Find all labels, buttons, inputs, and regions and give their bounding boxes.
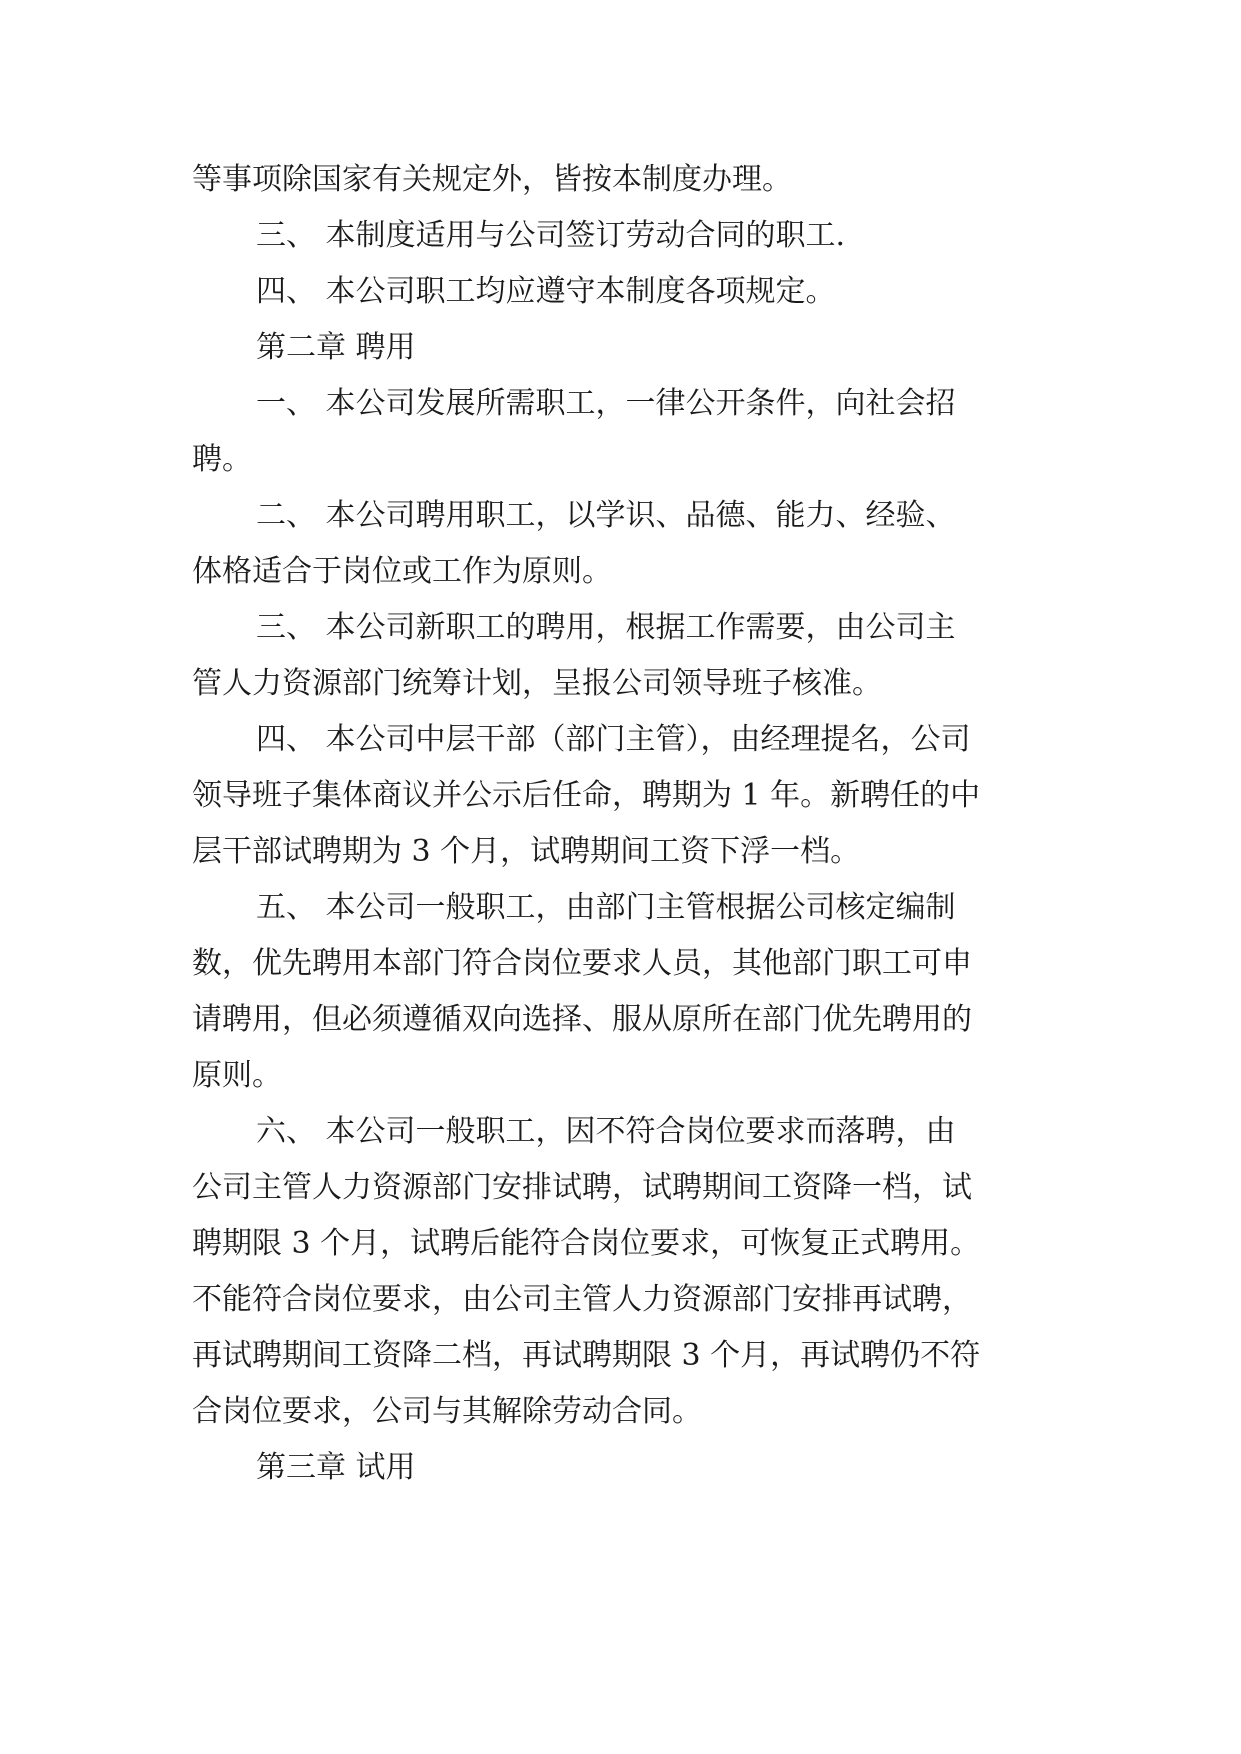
chapter-title: 第二章 聘用 bbox=[256, 330, 416, 365]
text-line: 六、 本公司一般职工，因不符合岗位要求而落聘，由 bbox=[256, 1114, 956, 1149]
text-line: 合岗位要求，公司与其解除劳动合同。 bbox=[192, 1394, 702, 1429]
text-line: 聘期限 3 个月，试聘后能符合岗位要求，可恢复正式聘用。 bbox=[192, 1226, 981, 1261]
text-line: 公司主管人力资源部门安排试聘，试聘期间工资降一档，试 bbox=[192, 1170, 972, 1205]
chapter-heading bbox=[192, 1440, 1052, 1496]
text-line: 三、 本制度适用与公司签订劳动合同的职工. bbox=[256, 218, 846, 253]
paragraph bbox=[192, 712, 1052, 880]
document-page bbox=[192, 152, 1052, 1496]
chapter-heading bbox=[192, 320, 1052, 376]
chapter-title: 第三章 试用 bbox=[256, 1450, 416, 1485]
text-line: 四、 本公司中层干部（部门主管），由经理提名，公司 bbox=[256, 722, 971, 757]
paragraph bbox=[192, 208, 1052, 264]
text-line: 再试聘期间工资降二档，再试聘期限 3 个月，再试聘仍不符 bbox=[192, 1338, 981, 1373]
text-line: 领导班子集体商议并公示后任命，聘期为 1 年。新聘任的中 bbox=[192, 778, 981, 813]
text-line: 原则。 bbox=[192, 1058, 282, 1093]
paragraph bbox=[192, 488, 1052, 600]
text-line: 五、 本公司一般职工，由部门主管根据公司核定编制 bbox=[256, 890, 956, 925]
text-line: 管人力资源部门统筹计划，呈报公司领导班子核准。 bbox=[192, 666, 882, 701]
text-line: 三、 本公司新职工的聘用，根据工作需要，由公司主 bbox=[256, 610, 956, 645]
paragraph bbox=[192, 1104, 1052, 1440]
paragraph bbox=[192, 880, 1052, 1104]
text-line: 二、 本公司聘用职工，以学识、品德、能力、经验、 bbox=[256, 498, 956, 533]
text-line: 不能符合岗位要求，由公司主管人力资源部门安排再试聘， bbox=[192, 1282, 972, 1317]
text-line: 等事项除国家有关规定外，皆按本制度办理。 bbox=[192, 162, 792, 197]
text-line: 聘。 bbox=[192, 442, 252, 477]
text-line: 体格适合于岗位或工作为原则。 bbox=[192, 554, 612, 589]
text-line: 数，优先聘用本部门符合岗位要求人员，其他部门职工可申 bbox=[192, 946, 972, 981]
paragraph bbox=[192, 152, 1052, 208]
paragraph bbox=[192, 600, 1052, 712]
text-line: 层干部试聘期为 3 个月，试聘期间工资下浮一档。 bbox=[192, 834, 861, 869]
text-line: 四、 本公司职工均应遵守本制度各项规定。 bbox=[256, 274, 836, 309]
paragraph bbox=[192, 376, 1052, 488]
text-line: 请聘用，但必须遵循双向选择、服从原所在部门优先聘用的 bbox=[192, 1002, 972, 1037]
text-line: 一、 本公司发展所需职工，一律公开条件，向社会招 bbox=[256, 386, 956, 421]
paragraph bbox=[192, 264, 1052, 320]
